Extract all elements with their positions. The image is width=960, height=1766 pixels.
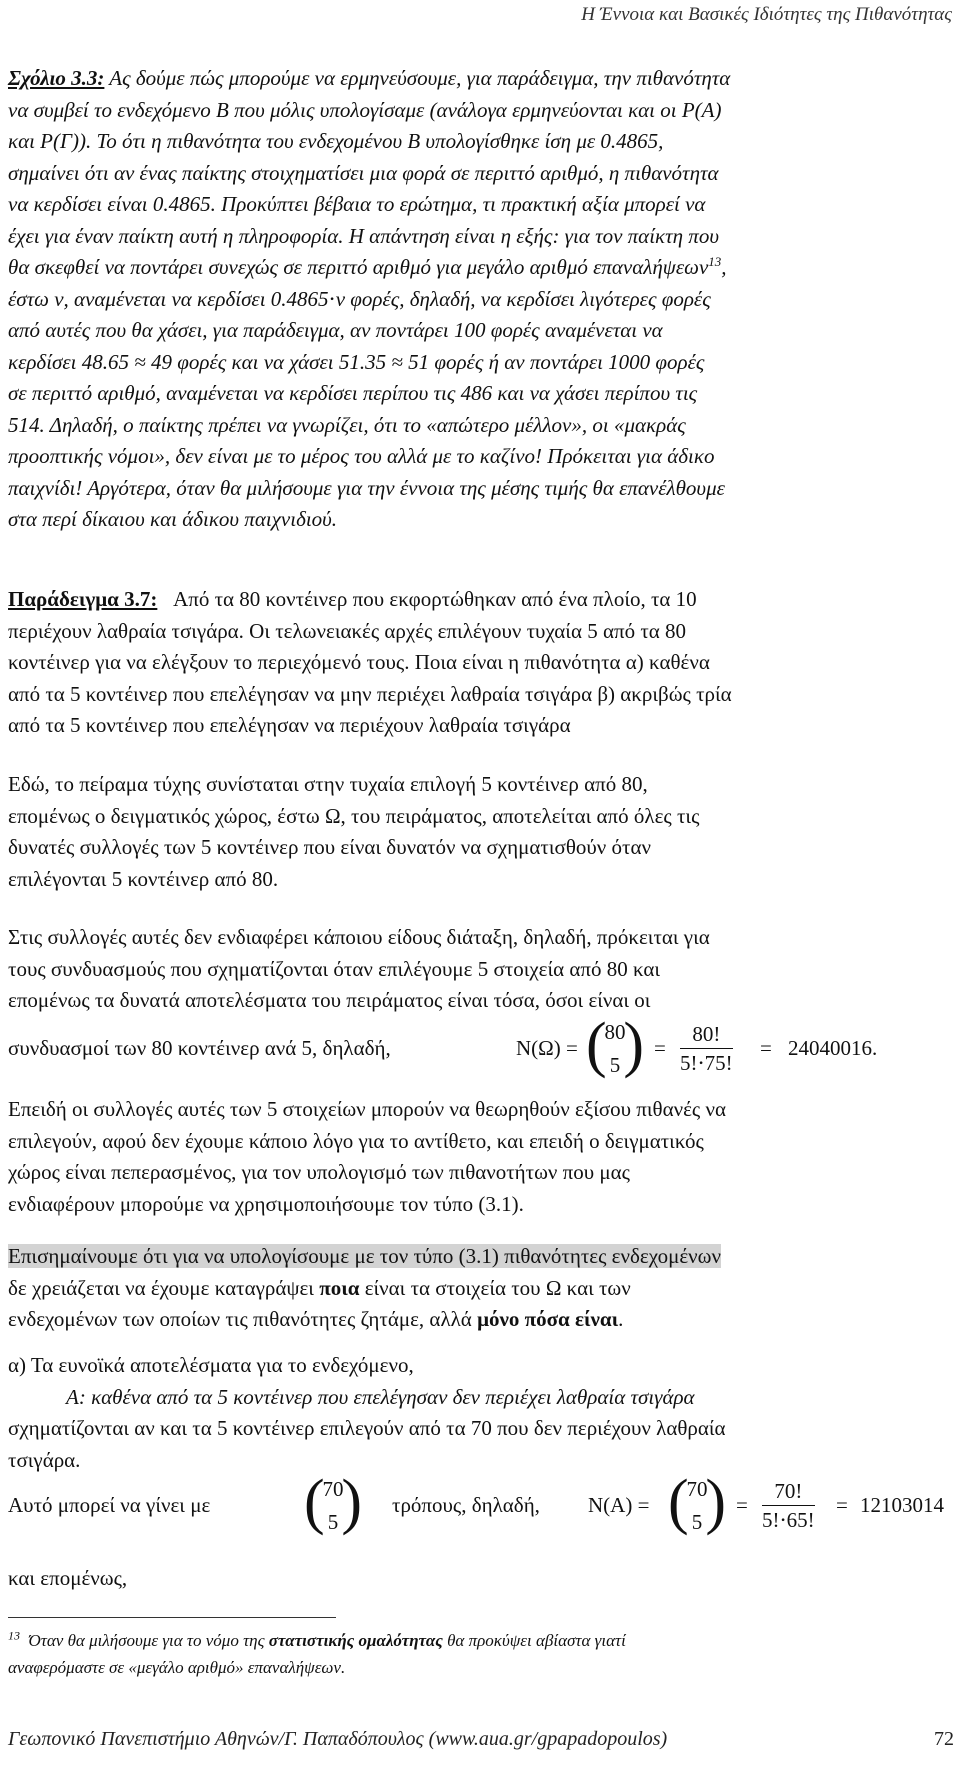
page-footer	[8, 1728, 954, 1751]
remark-line-2: να συμβεί το ενδεχόμενο B που μόλις υπολογίσαμε (ανάλογα ερμηνεύονται και οι P(A)	[8, 97, 722, 122]
footnote-line-2: αναφερόμαστε σε «μεγάλο αριθμό» επαναλήψεων.	[8, 1658, 346, 1677]
paragraph-combinations: Στις συλλογές αυτές δεν ενδιαφέρει κάποιου είδους διάταξη, δηλαδή, πρόκειται για τους συνδυασμούς που σχηματίζονται όταν επιλέγουμε 5 στοιχεία από 80 και επομένως τα δυνατά αποτελέσματα του πειράματος είναι τόσα, όσοι είναι οι	[8, 925, 710, 1012]
highlighted-note	[8, 1241, 954, 1336]
fraction-80-factorial: $\frac{80!}{5!\cdot 75!}$	[680, 1022, 733, 1075]
remark-line-3: και P(Γ)). Το ότι η πιθανότητα του ενδεχομένου B υπολογίσθηκε ίση με 0.4865,	[8, 129, 664, 153]
paragraph-equally-likely: Επειδή οι συλλογές αυτές των 5 στοιχείων μπορούν να θεωρηθούν εξίσου πιθανές να επιλεγούν, αφού δεν έχουμε κάποιο λόγο για το αντίθετο, και επειδή ο δειγματικός χώρος είναι πεπερασμένος, για τον υπολογισμό των πιθανοτήτων που μας ενδιαφέρουν μπορούμε να χρησιμοποιήσουμε τον τύπο (3.1).	[8, 1097, 726, 1216]
part-a: α) Τα ευνοϊκά αποτελέσματα για το ενδεχόμενο, A: καθένα από τα 5 κοντέινερ που επελέγησαν δεν περιέχει λαθραία τσιγάρα σχηματίζονται αν και τα 5 κοντέινερ επιλεγούν από τα 70 που δεν περιέχουν λαθραία τσιγάρα.	[8, 1350, 954, 1476]
example-line-5: από τα 5 κοντέινερ που επελέγησαν να περιέχουν λαθραία τσιγάρα	[8, 713, 571, 737]
running-header: Η Έννοια και Βασικές Ιδιότητες της Πιθανότητας	[581, 4, 952, 25]
remark-line-5: να κερδίσει είναι 0.4865. Προκύπτει βέβαια το ερώτημα, τι πρακτική αξία μπορεί να	[8, 192, 706, 216]
highlight-line-2: δε χρειάζεται να έχουμε καταγράψει ποια είναι τα στοιχεία του Ω και των	[8, 1275, 631, 1300]
remark-line-15: στα περί δίκαιου και άδικου παιχνιδιού.	[8, 507, 338, 531]
page-number: 72	[934, 1728, 954, 1750]
example-label: Παράδειγμα 3.7:	[8, 587, 158, 611]
remark-line-13: προοπτικής νόμοι», δεν είναι με το μέρος του αλλά με το καζίνο! Πρόκειται για άδικο	[8, 444, 715, 468]
binomial-80-5: ( 80 5 )	[586, 1011, 644, 1079]
part-a-continuation: και επομένως,	[8, 1566, 128, 1590]
formula-sample-space-size: συνδυασμοί των 80 κοντέινερ ανά 5, δηλαδή, N(Ω) = ( 80 5 ) = $\frac{80!}{5!\cdot 75!}$ = 24040016.	[8, 1011, 878, 1079]
footnote-rule	[8, 1617, 336, 1618]
remark-line-12: 514. Δηλαδή, ο παίκτης πρέπει να γνωρίζει, ότι το «απώτερο μέλλον», οι «μακράς	[8, 412, 686, 437]
binomial-70-5-inline: ( 70 5 )	[304, 1468, 362, 1536]
formula-favourable-outcomes: Αυτό μπορεί να γίνει με ( 70 5 ) τρόπους, δηλαδή, N(A) = ( 70 5 ) = $\frac{70!}{5!\cdot 65!}$ = 12103014	[8, 1468, 944, 1536]
event-a-definition: A: καθένα από τα 5 κοντέινερ που επελέγησαν δεν περιέχει λαθραία τσιγάρα	[66, 1384, 695, 1409]
remark-line-14: παιχνίδι! Αργότερα, όταν θα μιλήσουμε για την έννοια της μέσης τιμής θα επανέλθουμε	[8, 475, 725, 500]
footnote-ref: 13	[708, 254, 722, 269]
binomial-70-5: ( 70 5 )	[668, 1468, 726, 1536]
example-line-1: Παράδειγμα 3.7: Από τα 80 κοντέινερ που εκφορτώθηκαν από ένα πλοίο, τα 10	[8, 587, 697, 611]
part-a-intro: α) Τα ευνοϊκά αποτελέσματα για το ενδεχόμενο,	[8, 1353, 414, 1377]
remark-line-9: από αυτές που θα χάσει, για παράδειγμα, αν ποντάρει 100 φορές αναμένεται να	[8, 318, 663, 342]
example-3-7	[8, 584, 954, 742]
remark-line-10: κερδίσει 48.65 ≈ 49 φορές και να χάσει 51.35 ≈ 51 φορές ή αν ποντάρει 1000 φορές	[8, 349, 705, 374]
remark-3-3	[8, 63, 954, 536]
remark-line-7: θα σκεφθεί να ποντάρει συνεχώς σε περιττό αριθμό για μεγάλο αριθμό επαναλήψεων$^{13}$,	[8, 254, 727, 279]
remark-line-4: σημαίνει ότι αν ένας παίκτης στοιχηματίσει μια φορά σε περιττό αριθμό, η πιθανότητα	[8, 160, 719, 185]
remark-line-11: σε περιττό αριθμό, αναμένεται να κερδίσει περίπου τις 486 και να χάσει περίπου τις	[8, 381, 698, 405]
footer-text: Γεωπονικό Πανεπιστήμιο Αθηνών/Γ. Παπαδόπουλος (www.aua.gr/gpapadopoulos)	[8, 1728, 668, 1750]
highlight-line-3: ενδεχομένων των οποίων τις πιθανότητες ζητάμε, αλλά μόνο πόσα είναι.	[8, 1307, 624, 1331]
fraction-70-factorial: $\frac{70!}{5!\cdot 65!}$	[762, 1479, 815, 1532]
remark-line-6: έχει για έναν παίκτη αυτή η πληροφορία. Η απάντηση είναι η εξής: για τον παίκτη που	[8, 223, 719, 248]
example-line-3: κοντέινερ για να ελέγξουν το περιεχόμενό τους. Ποια είναι η πιθανότητα α) καθένα	[8, 650, 710, 674]
example-line-4: από τα 5 κοντέινερ που επελέγησαν να μην περιέχει λαθραία τσιγάρα β) ακριβώς τρία	[8, 681, 732, 706]
footnote	[8, 1627, 954, 1681]
paragraph-sample-space: Εδώ, το πείραμα τύχης συνίσταται στην τυχαία επιλογή 5 κοντέινερ από 80, επομένως ο δειγματικός χώρος, έστω Ω, του πειράματος, αποτελείται από όλες τις δυνατές συλλογές των 5 κοντέινερ που είναι δυνατόν να σχηματισθούν όταν επιλέγονται 5 κοντέινερ από 80.	[8, 772, 700, 891]
remark-label: Σχόλιο 3.3:	[8, 66, 105, 90]
highlight-line-1: Επισημαίνουμε ότι για να υπολογίσουμε με τον τύπο (3.1) πιθανότητες ενδεχομένων	[8, 1244, 721, 1268]
remark-line-1: Σχόλιο 3.3: Ας δούμε πώς μπορούμε να ερμηνεύσουμε, για παράδειγμα, την πιθανότητα	[8, 66, 731, 90]
remark-line-8: έστω ν, αναμένεται να κερδίσει 0.4865⋅ν φορές, δηλαδή, να κερδίσει λιγότερες φορές	[8, 286, 711, 311]
example-line-2: περιέχουν λαθραία τσιγάρα. Οι τελωνειακές αρχές επιλέγουν τυχαία 5 από τα 80	[8, 618, 687, 643]
footnote-line-1: $^{13}$ Όταν θα μιλήσουμε για το νόμο της στατιστικής ομαλότητας θα προκύψει αβίαστα γιατί	[8, 1628, 626, 1650]
